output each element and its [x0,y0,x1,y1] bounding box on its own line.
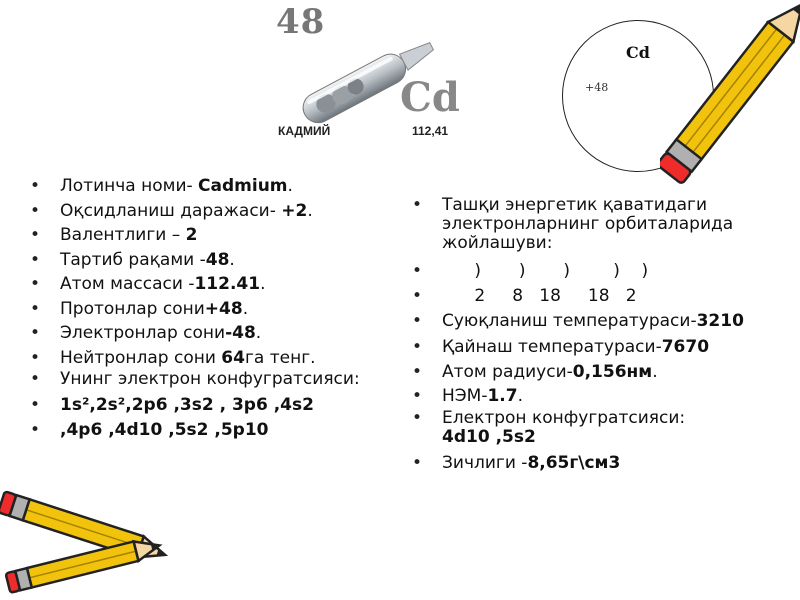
list-item: • Лотинча номи- Cadmium. [28,174,398,199]
list-item: • 1s²,2s²,2p6 ,3s2 , 3p6 ,4s2 [28,393,398,418]
element-tile [268,0,464,144]
list-item: • Валентлиги – 2 [28,223,398,248]
list-item: • Электронлар сони-48. [28,321,398,346]
pencil-icon [660,0,800,200]
list-item: • Зичлиги -8,65г\см3 [410,451,795,476]
properties-list-left [28,174,398,442]
element-symbol: Cd [400,74,460,121]
atomic-number: 48 [276,2,326,42]
list-item [410,259,795,284]
list-item: • НЭМ-1.7. [410,384,795,409]
list-item: • Електрон конфугратсияси: 4d10 ,5s2 [410,409,795,447]
atom-symbol: Cd [626,43,650,62]
list-item: • Протонлар сони+48. [28,297,398,322]
nucleus-charge: +48 [585,81,609,94]
list-item: • ,4p6 ,4d10 ,5s2 ,5p10 [28,418,398,443]
shell-brackets: ) ) ) ) ) [442,261,649,281]
list-item: • Нейтронлар сони 64га тенг. [28,346,398,371]
pencils-icon [0,480,180,600]
atomic-mass: 112,41 [412,124,449,138]
properties-list-right [410,196,795,475]
shell-electron-counts: 2 8 18 18 2 [442,285,637,306]
list-item: • Ташқи энергетик қаватидаги электронларнинг орбиталарида жойлашуви: [410,196,795,253]
list-item [410,284,795,309]
list-item: • Тартиб рақами -48. [28,248,398,273]
list-item: • Атом массаси -112.41. [28,272,398,297]
element-name: КАДМИЙ [278,124,331,138]
list-item: • Қайнаш температураси-7670 [410,335,795,360]
list-item: • Атом радиуси-0,156нм. [410,360,795,385]
list-item: • Унинг электрон конфугратсияси: [28,370,398,389]
list-item: • Суюқланиш температураси-3210 [410,312,795,331]
list-item: • Оқсидланиш даражаси- +2. [28,199,398,224]
